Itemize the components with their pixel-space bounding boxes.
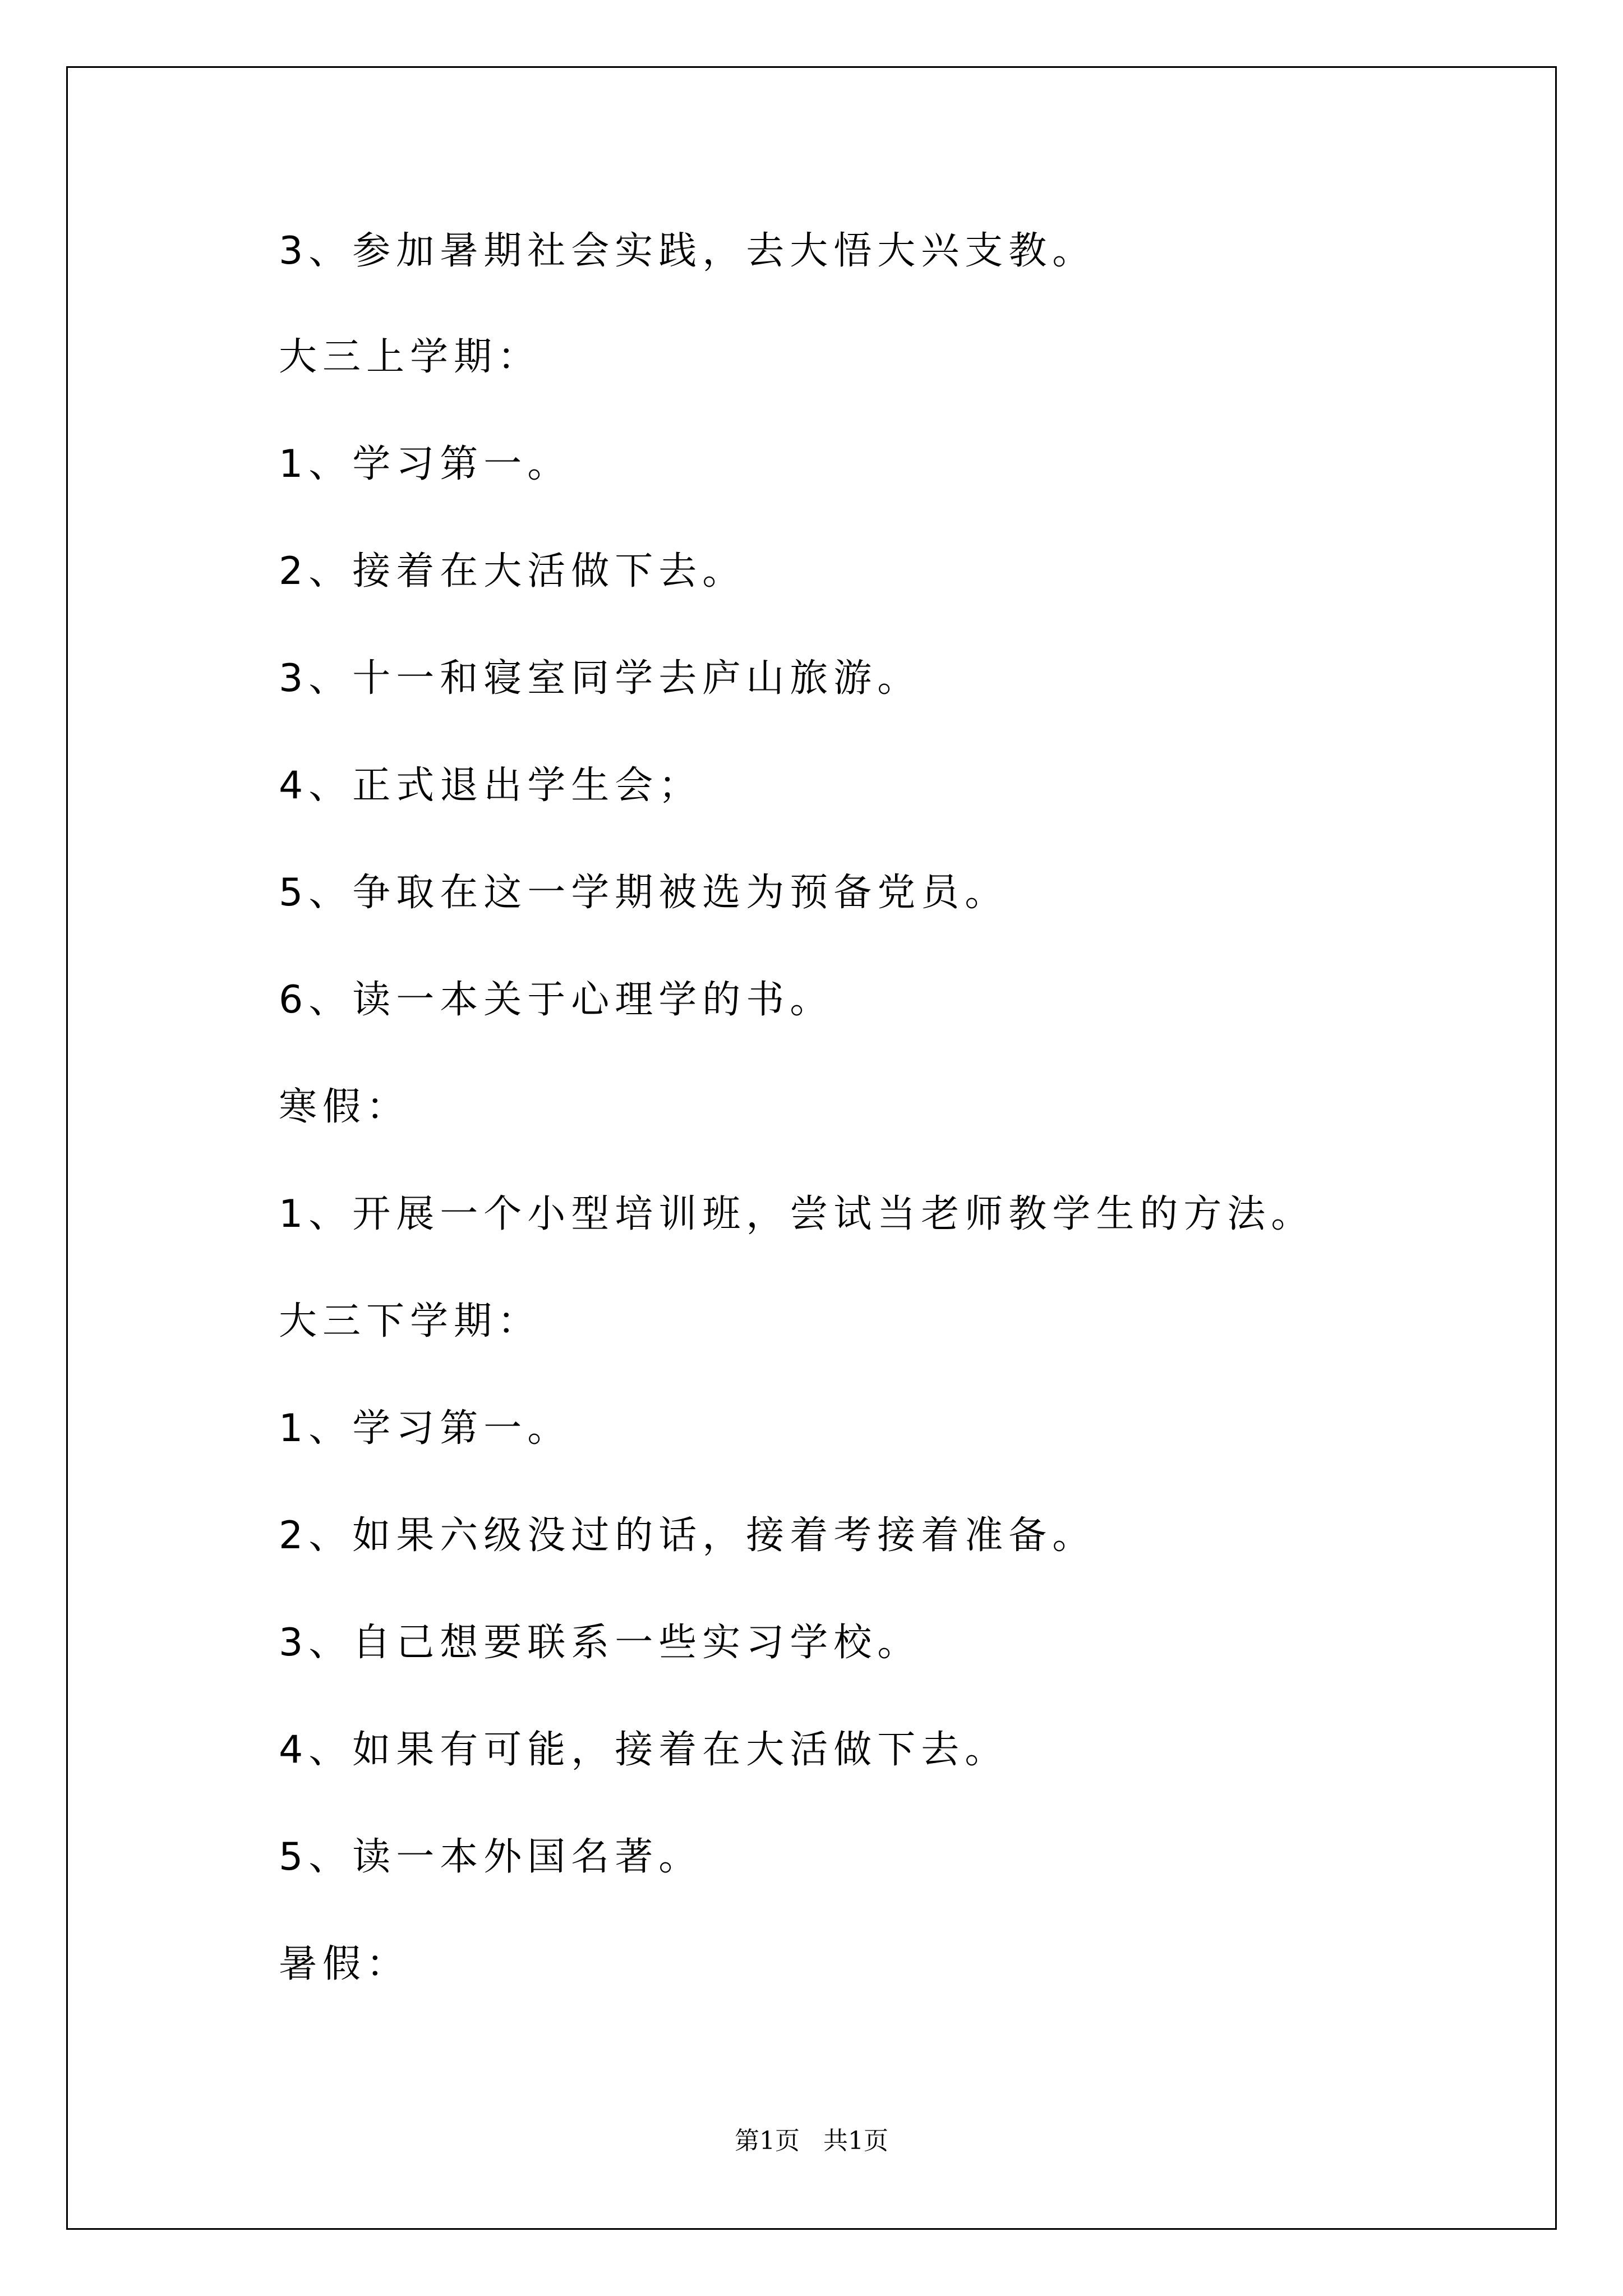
text-line: 3、十一和寝室同学去庐山旅游。	[279, 656, 921, 701]
text-line: 4、正式退出学生会；	[279, 763, 703, 808]
text-line: 5、争取在这一学期被选为预备党员。	[279, 871, 1009, 915]
text-line: 3、参加暑期社会实践，去大悟大兴支教。	[279, 229, 1096, 273]
text-line: 4、如果有可能，接着在大活做下去。	[279, 1728, 1009, 1772]
text-line: 2、如果六级没过的话，接着考接着准备。	[279, 1513, 1096, 1558]
text-line: 2、接着在大活做下去。	[279, 549, 746, 593]
text-line: 5、读一本外国名著。	[279, 1835, 703, 1879]
text-line: 1、学习第一。	[279, 1406, 571, 1451]
section-heading: 暑假：	[279, 1942, 411, 1986]
page-border	[66, 66, 1557, 2230]
text-line: 6、读一本关于心理学的书。	[279, 978, 834, 1022]
section-heading: 大三下学期：	[279, 1299, 542, 1343]
text-line: 1、学习第一。	[279, 442, 571, 486]
section-heading: 大三上学期：	[279, 335, 542, 379]
section-heading: 寒假：	[279, 1085, 411, 1129]
text-line: 1、开展一个小型培训班，尝试当老师教学生的方法。	[279, 1192, 1315, 1236]
text-line: 3、自己想要联系一些实习学校。	[279, 1621, 921, 1665]
page-footer: 第1页 共1页	[735, 2127, 888, 2155]
